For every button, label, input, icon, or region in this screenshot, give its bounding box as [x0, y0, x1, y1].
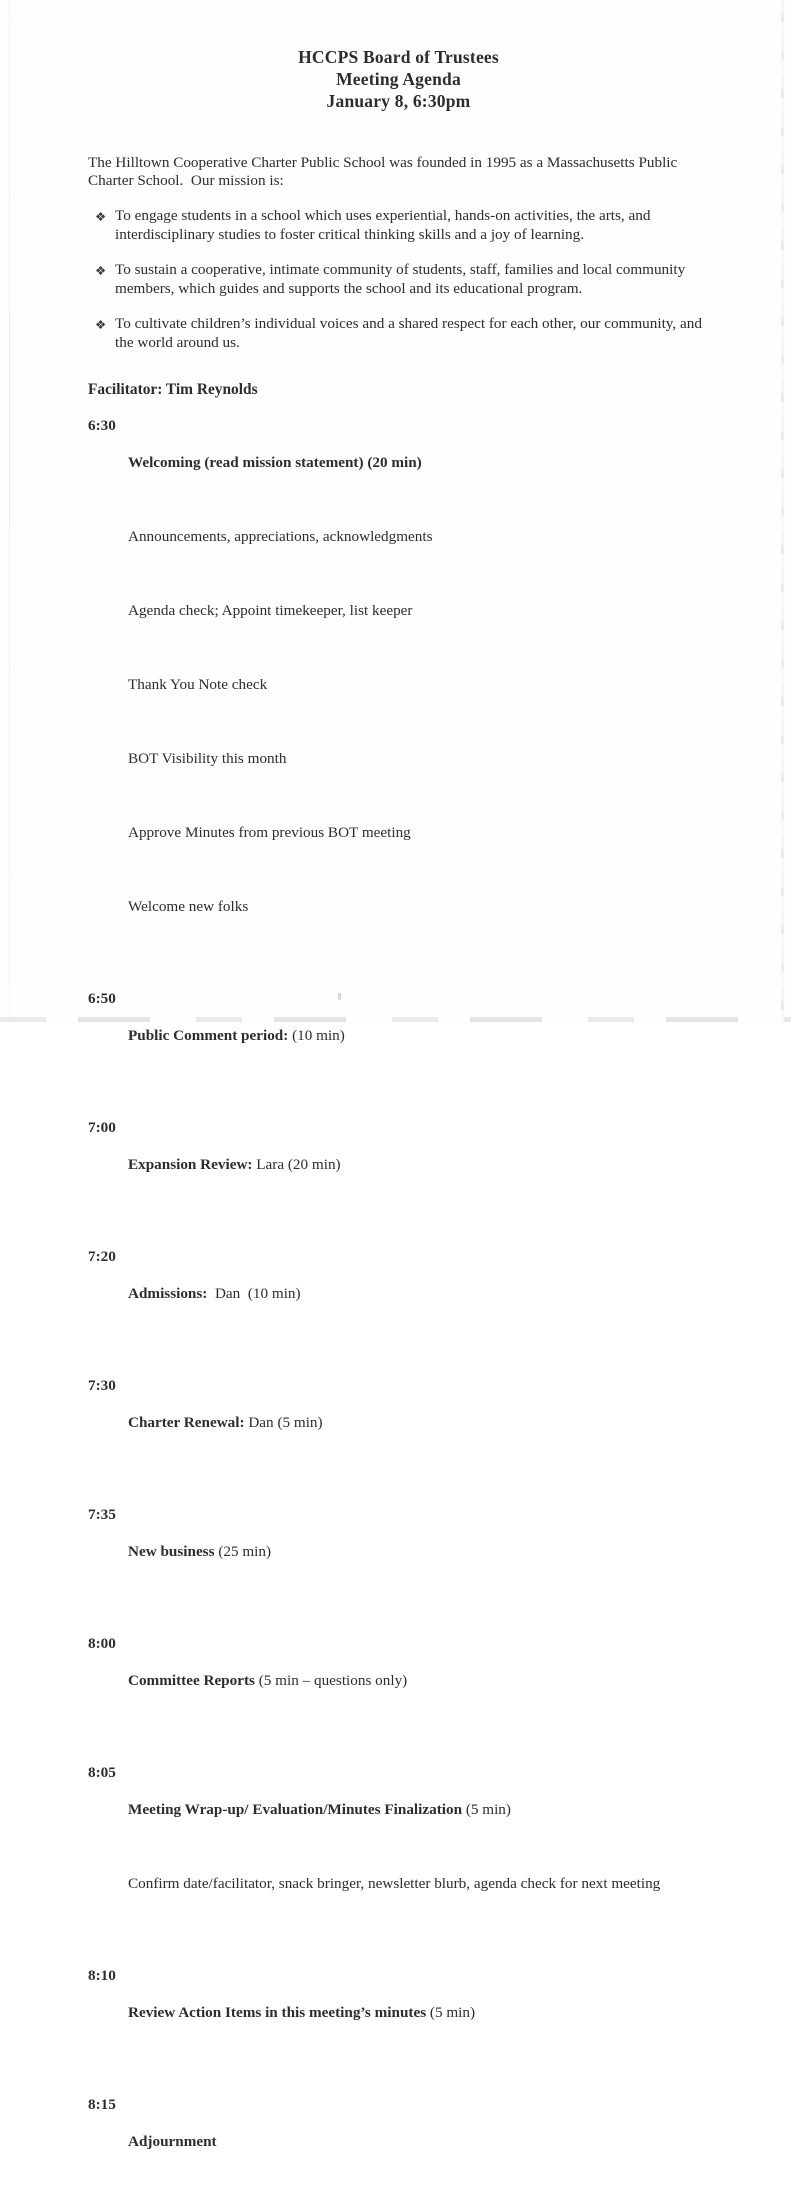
agenda-item [88, 2096, 709, 2207]
agenda-sub-line: Thank You Note check [128, 676, 268, 693]
agenda-item-headline [128, 1801, 660, 1820]
agenda-item-time: 7:00 [88, 1119, 116, 1136]
agenda-item-title: Meeting Wrap-up/ Evaluation/Minutes Finalization [128, 1801, 463, 1818]
diamond-bullet-icon: ❖ [95, 318, 107, 332]
agenda-item-detail: Lara (20 min) [252, 1156, 341, 1173]
agenda-item-detail: Dan (10 min) [207, 1285, 301, 1302]
agenda-item-detail: (5 min) [426, 2004, 476, 2021]
agenda-item [88, 1635, 709, 1746]
agenda-item-time: 7:20 [88, 1248, 116, 1265]
diamond-bullet-icon: ❖ [95, 210, 107, 224]
agenda-item [88, 417, 709, 972]
agenda-item-title: Charter Renewal: [128, 1414, 245, 1431]
scan-artifact-right-edge [781, 0, 784, 1024]
mission-bullet [88, 315, 709, 352]
agenda-item-time: 6:30 [88, 417, 116, 434]
agenda-item [88, 1377, 709, 1488]
mission-bullet-text: To engage students in a school which uses experiential, hands-on activities, the arts, and interdisciplinary studies to foster critical thinking skills and a joy of learning. [115, 207, 651, 243]
agenda-item-body [128, 1119, 341, 1230]
agenda-item-title: Review Action Items in this meeting’s minutes [128, 2004, 427, 2021]
diamond-bullet-icon: ❖ [95, 264, 107, 278]
agenda-item-headline [128, 2004, 475, 2023]
agenda-item-headline [128, 1543, 271, 1562]
agenda-item-body [128, 1764, 660, 1949]
agenda-item-body [128, 1506, 271, 1617]
agenda-item-body [128, 990, 345, 1101]
intro-paragraph: The Hilltown Cooperative Charter Public School was founded in 1995 as a Massachusetts Public Charter School. Our mission is: [88, 154, 682, 189]
agenda-item [88, 1248, 709, 1359]
agenda-item-body [128, 1635, 407, 1746]
agenda-item-headline [128, 1156, 341, 1175]
agenda-item-title: Expansion Review: [128, 1156, 253, 1173]
agenda-item-time: 8:05 [88, 1764, 116, 1781]
facilitator-line: Facilitator: Tim Reynolds [88, 381, 258, 398]
title-line: HCCPS Board of Trustees [298, 47, 499, 67]
agenda-item-time: 8:10 [88, 1967, 116, 1984]
agenda-item-headline [128, 1027, 345, 1046]
agenda-sub-line: Confirm date/facilitator, snack bringer, newsletter blurb, agenda check for next meeting [128, 1875, 661, 1892]
mission-bullet [88, 207, 709, 244]
agenda-item-headline [128, 1672, 407, 1691]
mission-bullet [88, 261, 709, 298]
agenda-item-detail: (10 min) [288, 1027, 345, 1044]
agenda-item-time: 7:30 [88, 1377, 116, 1394]
title-line: Meeting Agenda [336, 69, 461, 89]
document-title-block [88, 46, 709, 112]
mission-bullet-text: To sustain a cooperative, intimate community of students, staff, families and local community members, which guides and supports the school and its educational program. [115, 261, 686, 297]
mission-bullet-list [88, 207, 709, 352]
agenda-item [88, 1764, 709, 1949]
agenda-item [88, 1967, 709, 2078]
agenda-item-body [128, 1967, 475, 2078]
agenda-sub-line: BOT Visibility this month [128, 750, 287, 767]
agenda-item-title: New business [128, 1543, 215, 1560]
agenda-list [88, 417, 709, 2207]
agenda-item-detail: (5 min) [462, 1801, 511, 1818]
agenda-item-title: Committee Reports [128, 1672, 255, 1689]
agenda-sub-line: Announcements, appreciations, acknowledgments [128, 528, 433, 545]
agenda-item-title: Public Comment period: [128, 1027, 289, 1044]
agenda-item-body [128, 1248, 301, 1359]
agenda-item-body [128, 417, 433, 972]
agenda-sub-line: Approve Minutes from previous BOT meeting [128, 824, 411, 841]
agenda-item-time: 8:00 [88, 1635, 116, 1652]
agenda-item-detail: (25 min) [214, 1543, 272, 1560]
agenda-item-headline [128, 2133, 217, 2152]
agenda-item [88, 1506, 709, 1617]
agenda-item-body [128, 1377, 323, 1488]
agenda-item [88, 1119, 709, 1230]
agenda-item-body [128, 2096, 217, 2207]
title-line: January 8, 6:30pm [326, 91, 471, 111]
agenda-item [88, 990, 709, 1101]
agenda-item-detail: (5 min – questions only) [254, 1672, 408, 1689]
agenda-item-headline [128, 1414, 323, 1433]
agenda-item-title: Welcoming (read mission statement) (20 min) [128, 454, 422, 471]
agenda-item-headline [128, 454, 433, 473]
scan-artifact-speck [338, 993, 341, 1000]
agenda-item-time: 6:50 [88, 990, 116, 1007]
agenda-item-detail: Dan (5 min) [244, 1414, 323, 1431]
agenda-item-time: 7:35 [88, 1506, 116, 1523]
agenda-item-headline [128, 1285, 301, 1304]
mission-bullet-text: To cultivate children’s individual voices and a shared respect for each other, our community, and the world around us. [115, 315, 702, 351]
agenda-item-title: Adjournment [128, 2133, 217, 2150]
agenda-item-title: Admissions: [128, 1285, 208, 1302]
agenda-sub-line: Agenda check; Appoint timekeeper, list keeper [128, 602, 413, 619]
agenda-sub-line: Welcome new folks [128, 898, 249, 915]
scan-artifact-bottom-edge [0, 1017, 791, 1022]
scan-artifact-left-edge [9, 0, 10, 1024]
agenda-item-time: 8:15 [88, 2096, 116, 2113]
